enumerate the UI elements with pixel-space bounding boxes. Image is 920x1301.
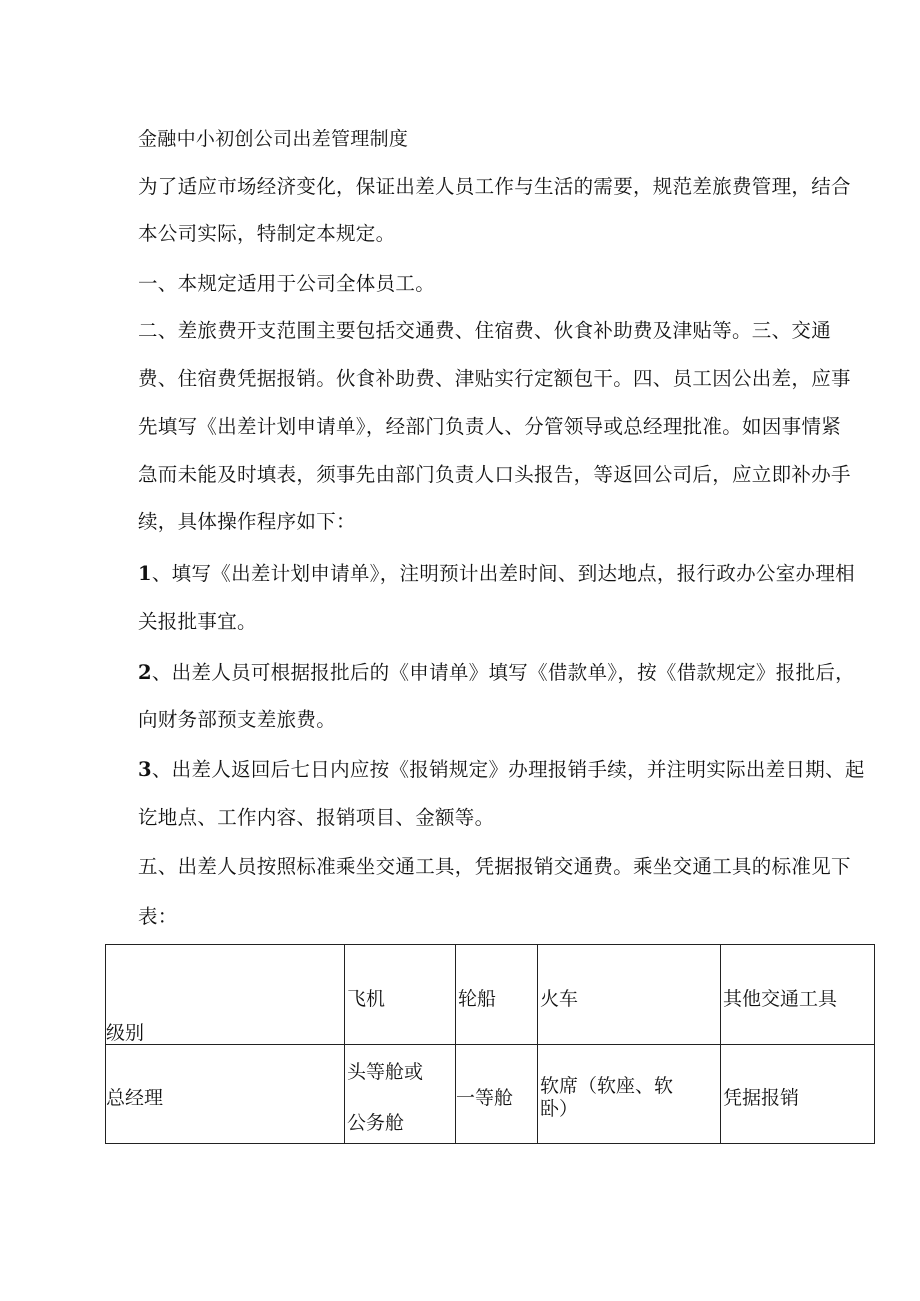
- row-ship: 一等舱: [456, 1087, 514, 1109]
- table-row: [106, 1045, 875, 1144]
- step-3-line-2: 讫地点、工作内容、报销项目、金额等。: [138, 806, 495, 829]
- header-cell-plane: [345, 945, 456, 1045]
- step-2-number: 2: [138, 661, 152, 684]
- header-train: 火车: [540, 988, 579, 1010]
- step-1-line-2: 关报批事宜。: [138, 610, 257, 633]
- row-other: 凭据报销: [723, 1087, 800, 1109]
- para-intro-line-1: 为了适应市场经济变化，保证出差人员工作与生活的需要，规范差旅费管理，结合: [138, 175, 851, 198]
- step-2-line-1: [138, 660, 855, 686]
- para-5-line-2: 表：: [138, 905, 178, 928]
- para-5-line-1: 五、出差人员按照标准乘坐交通工具，凭据报销交通费。乘坐交通工具的标准见下: [138, 855, 851, 878]
- row-train-line-2: 卧）: [540, 1098, 579, 1120]
- step-2-text: 、出差人员可根据报批后的《申请单》填写《借款单》，按《借款规定》报批后，: [151, 661, 855, 684]
- para-2-line-3: 先填写《出差计划申请单》，经部门负责人、分管领导或总经理批准。如因事情紧: [138, 415, 842, 438]
- row-plane-line-2: 公务舱: [347, 1112, 405, 1134]
- document-title: 金融中小初创公司出差管理制度: [138, 128, 409, 150]
- header-ship: 轮船: [458, 988, 497, 1010]
- step-2-line-2: 向财务部预支差旅费。: [138, 708, 337, 731]
- para-2-line-5: 续，具体操作程序如下：: [138, 510, 356, 533]
- para-1-line-1: 一、本规定适用于公司全体员工。: [138, 272, 436, 295]
- row-ship-cell: [456, 1045, 538, 1144]
- step-3-line-1: [138, 757, 865, 783]
- header-cell-other: [721, 945, 875, 1045]
- transport-standard-table: [105, 944, 875, 1144]
- step-1-text: 、填写《出差计划申请单》，注明预计出差时间、到达地点，报行政办公室办理相: [151, 562, 855, 585]
- header-other: 其他交通工具: [723, 988, 838, 1010]
- step-1-number: 1: [138, 562, 152, 585]
- row-level: 总经理: [106, 1087, 164, 1109]
- para-2-line-2: 费、住宿费凭据报销。伙食补助费、津贴实行定额包干。四、员工因公出差，应事: [138, 367, 851, 390]
- row-other-cell: [721, 1045, 875, 1144]
- row-plane-line-1: 头等舱或: [347, 1061, 424, 1083]
- step-3-text: 、出差人返回后七日内应按《报销规定》办理报销手续，并注明实际出差日期、起: [151, 758, 865, 781]
- row-level-cell: [106, 1045, 345, 1144]
- step-3-number: 3: [138, 758, 152, 781]
- header-cell-train: [538, 945, 721, 1045]
- para-2-line-1: 二、差旅费开支范围主要包括交通费、住宿费、伙食补助费及津贴等。三、交通: [138, 319, 832, 342]
- para-2-line-4: 急而未能及时填表，须事先由部门负责人口头报告，等返回公司后，应立即补办手: [138, 463, 851, 486]
- row-train-line-1: 软席（软座、软: [540, 1075, 674, 1097]
- table-header-row: [106, 945, 875, 1045]
- header-level: 级别: [106, 1022, 145, 1044]
- header-cell-level: [106, 945, 345, 1045]
- header-cell-ship: [456, 945, 538, 1045]
- header-plane: 飞机: [347, 988, 386, 1010]
- row-train-cell: [538, 1045, 721, 1144]
- row-plane-cell: [345, 1045, 456, 1144]
- para-intro-line-2: 本公司实际，特制定本规定。: [138, 222, 396, 245]
- step-1-line-1: [138, 561, 855, 587]
